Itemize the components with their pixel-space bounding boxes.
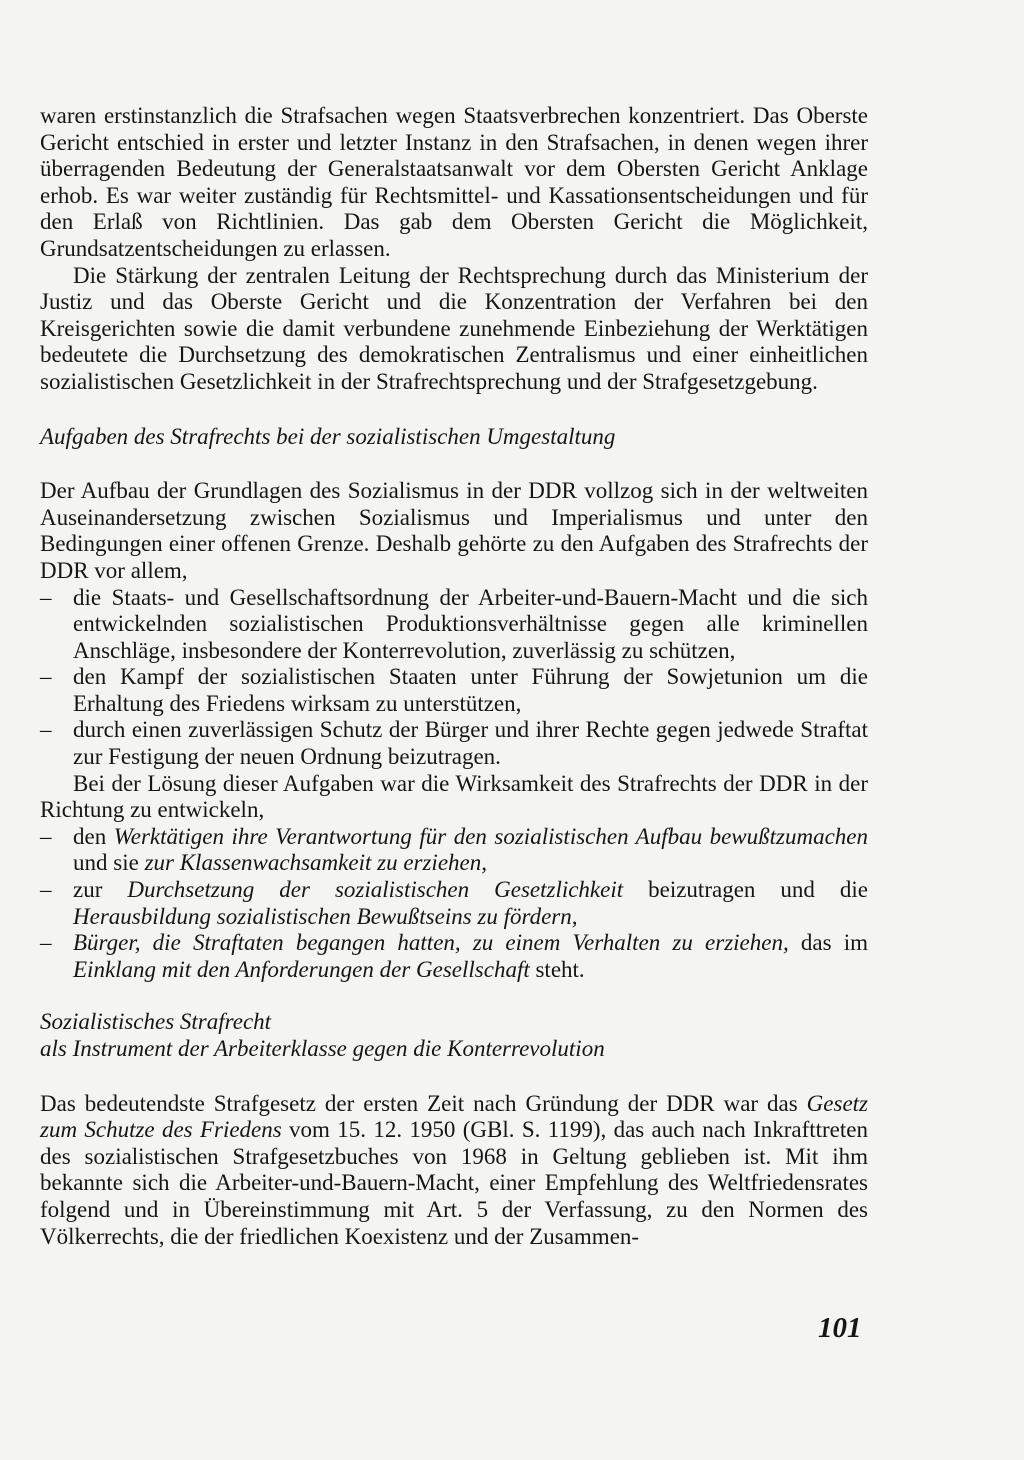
task-list [40,585,868,771]
heading-line: Sozialistisches Strafrecht [40,1009,272,1035]
list-text: das im [788,930,868,956]
list-item: – den Kampf der sozialistischen Staaten unter Führung der Sowjetunion um die Erhaltung des Friedens wirksam zu unterstützen, [40,664,868,717]
paragraph-text: vom 15. 12. 1950 (GBl. S. 1199), das auch nach Inkrafttreten des sozialistischen Strafgesetzbuches von 1968 in Geltung geblieben ist. Mit ihm bekannte sich die Arbeiter-und-Bauern-Macht, einer Empfehlung des Weltfriedensrates folgend und in Übereinstimmung mit Art. 5 der Verfassung, zu den Normen des Völkerrechts, die der friedlichen Koexistenz und der Zusammen- [40,1117,868,1249]
paragraph-3: Der Aufbau der Grundlagen des Sozialismus in der DDR vollzog sich in der weltweiten Auseinandersetzung zwischen Sozialismus und Imperialismus und unter den Bedingungen einer offenen Grenze. Deshalb gehörte zu den Aufgaben des Strafrechts der DDR vor allem, [40,478,868,583]
emphasis: Durchsetzung der sozialistischen Gesetzlichkeit [127,877,624,903]
list-text: und sie [73,850,145,876]
emphasis: Werktätigen ihre Verantwortung für den sozialistischen Aufbau bewußtzumachen [113,823,868,849]
list-text: steht. [529,956,585,982]
section-heading-2 [40,1009,868,1062]
list-text: beizutragen und die [623,877,868,903]
law-title: Gesetz zum Schutze des Friedens [40,1090,868,1143]
list-item: – durch einen zuverlässigen Schutz der Bürger und ihrer Rechte gegen jedwede Straftat zur Festigung der neuen Ordnung beizutragen. [40,717,868,770]
emphasis: Herausbildung sozialistischen Bewußtseins zu fördern, [73,903,578,929]
paragraph-5 [40,1091,868,1251]
paragraph-2: Die Stärkung der zentralen Leitung der Rechtsprechung durch das Ministerium der Justiz und das Oberste Gericht und die Konzentration der Verfahren bei den Kreisgerichten sowie die damit verbundene zunehmende Einbeziehung der Werktätigen bedeutete die Durchsetzung des demokratischen Zentralismus und einer einheitlichen sozialistischen Gesetzlichkeit in der Strafrechtsprechung und der Strafgesetzgebung. [40,262,868,394]
heading-line: als Instrument der Arbeiterklasse gegen die Konterrevolution [40,1036,605,1061]
emphasis: Bürger, die Straftaten begangen hatten, zu einem Verhalten zu erziehen, [73,930,789,956]
list-item [40,930,868,983]
emphasis: Einklang mit den Anforderungen der Gesellschaft [73,956,530,982]
list-item [40,877,868,930]
list-text: den [73,823,114,849]
body-text [40,103,868,1250]
list-item [40,824,868,877]
section-heading-1: Aufgaben des Strafrechts bei der sozialistischen Umgestaltung [40,423,616,449]
paragraph-text: Das bedeutendste Strafgesetz der ersten Zeit nach Gründung der DDR war das [40,1090,807,1116]
page-number: 101 [818,1312,862,1344]
list-text: zur [73,877,128,903]
list-item: – die Staats- und Gesellschaftsordnung der Arbeiter-und-Bauern-Macht und die sich entwickelnden sozialistischen Produktionsverhältnisse gegen alle kriminellen Anschläge, insbesondere der Konterrevolution, zuverlässig zu schützen, [40,585,868,665]
paragraph-1: waren erstinstanzlich die Strafsachen wegen Staatsverbrechen konzentriert. Das Oberste Gericht entschied in erster und letzter Instanz in den Strafsachen, in denen wegen ihrer überragenden Bedeutung der Generalstaatsanwalt vor dem Obersten Gericht Anklage erhob. Es war weiter zuständig für Rechtsmittel- und Kassationsentscheidungen und für den Erlaß von Richtlinien. Das gab dem Obersten Gericht die Möglichkeit, Grundsatzentscheidungen zu erlassen. [40,103,868,261]
direction-list [40,824,868,984]
emphasis: zur Klassenwachsamkeit zu erziehen, [144,850,487,876]
paragraph-4: Bei der Lösung dieser Aufgaben war die Wirksamkeit des Strafrechts der DDR in der Richtung zu entwickeln, [40,770,868,823]
